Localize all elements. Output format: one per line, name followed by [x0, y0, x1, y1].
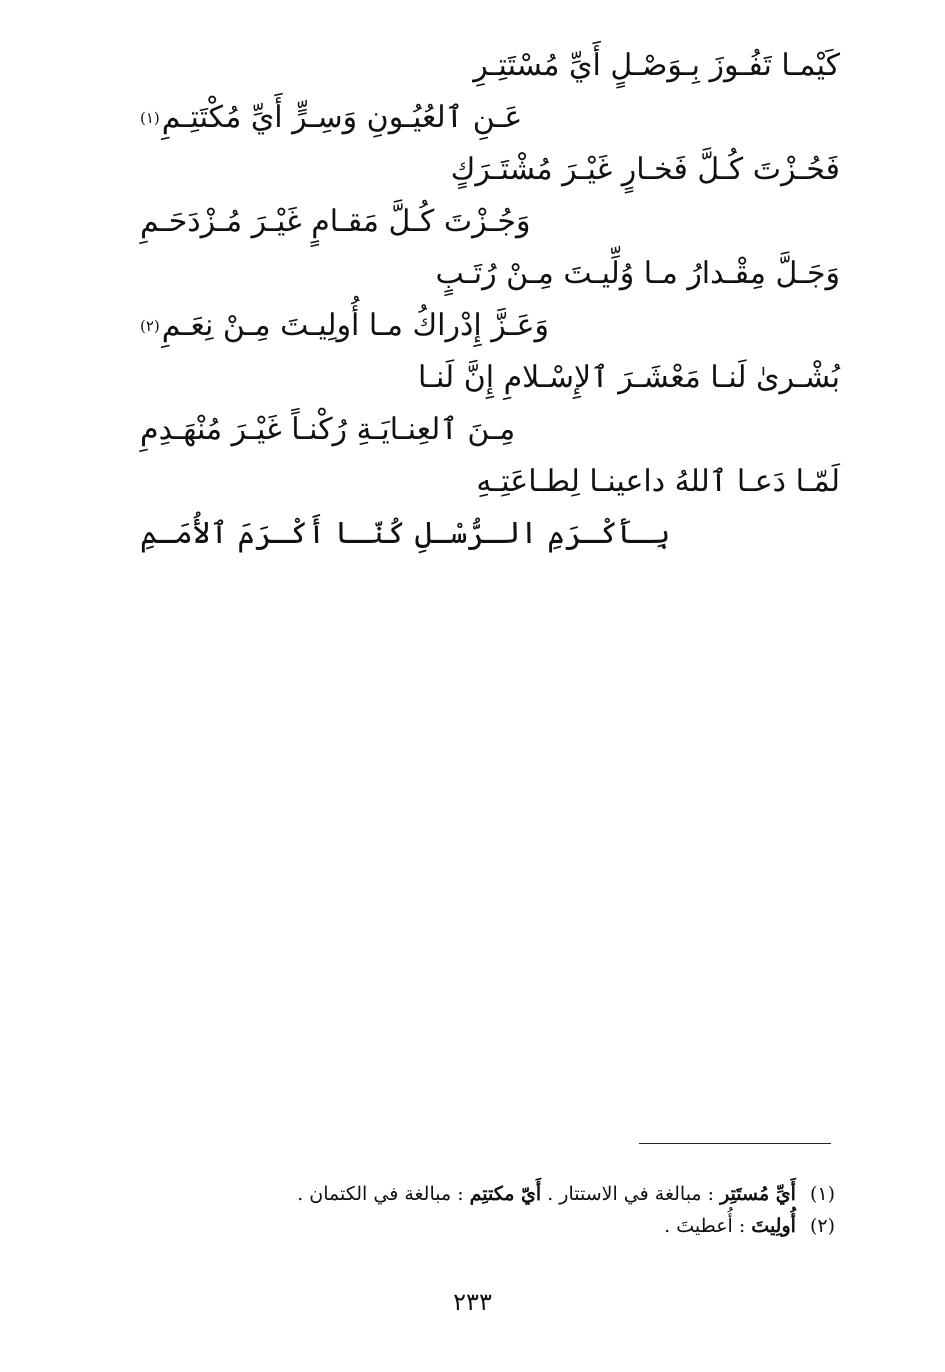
- verse-line: [140, 92, 840, 144]
- verse-text: وَجُـزْتَ كُـلَّ مَقـامٍ غَيْـرَ مُـزْدَحَـمِ: [140, 204, 531, 239]
- footnote-marker[interactable]: (١): [140, 108, 160, 127]
- verse-text: وَعَـزَّ إِدْراكُ مـا أُولِيـتَ مِـنْ نِعَـمِ: [161, 308, 549, 343]
- page-number: ٢٣٣: [453, 1288, 492, 1316]
- verse-line: [140, 352, 840, 404]
- verse-line: [140, 300, 840, 352]
- verse-line: [140, 508, 840, 560]
- footnote-marker[interactable]: (٢): [140, 316, 160, 335]
- verse-text: فَحُـزْتَ كُـلَّ فَخـارٍ غَيْـرَ مُشْتَـرَكٍ: [450, 152, 840, 187]
- verse-line: [140, 40, 840, 92]
- verse-line: [140, 144, 840, 196]
- verse-text: عَـنِ ٱلعُيُـونِ وَسِـرٍّ أَيِّ مُكْتَتِـمِ: [161, 100, 523, 135]
- footnotes: [135, 1178, 835, 1242]
- verse-text: وَجَـلَّ مِقْـدارُ مـا وُلِّيـتَ مِـنْ رُتَـبٍ: [435, 256, 840, 291]
- footnote-divider: [639, 1143, 831, 1144]
- footnote: [135, 1178, 835, 1210]
- footnote-definition: : أُعطيتَ .: [664, 1215, 752, 1237]
- verse-text: كَيْمـا تَفُـوزَ بِـوَصْـلٍ أَيِّ مُسْتَتِـرِ: [473, 48, 840, 83]
- footnote-number: (٢): [809, 1215, 835, 1237]
- verse-line: [140, 404, 840, 456]
- footnote-definition: : مبالغة في الكتمان .: [297, 1183, 470, 1205]
- verse-line: [140, 456, 840, 508]
- verse-line: [140, 248, 840, 300]
- footnote-term: أَيّ مكتتِم: [469, 1183, 542, 1205]
- footnote-definition: : مبالغة في الاستتار .: [541, 1183, 721, 1205]
- verse-text: بِـأَكْـرَمِ الـرُّسْـلِ كُنّـا أَكْـرَمَ ٱلأُمَـمِ: [140, 516, 671, 551]
- verse-line: [140, 196, 840, 248]
- footnote-term: أُولِيتَ: [751, 1215, 796, 1237]
- poem: [140, 40, 840, 560]
- verse-text: مِـنَ ٱلعِنـايَـةِ رُكْنـاً غَيْـرَ مُنْهَـدِمِ: [140, 412, 516, 447]
- verse-text: بُشْـرىٰ لَنـا مَعْشَـرَ ٱلإِسْـلامِ إِنَّ لَنـا: [418, 360, 840, 395]
- footnote-term: أَيِّ مُستَتِر: [720, 1183, 796, 1205]
- footnote: [135, 1210, 835, 1242]
- verse-text: لَمّـا دَعـا ٱللهُ داعينـا لِطـاعَتِـهِ: [476, 464, 840, 499]
- footnote-number: (١): [809, 1183, 835, 1205]
